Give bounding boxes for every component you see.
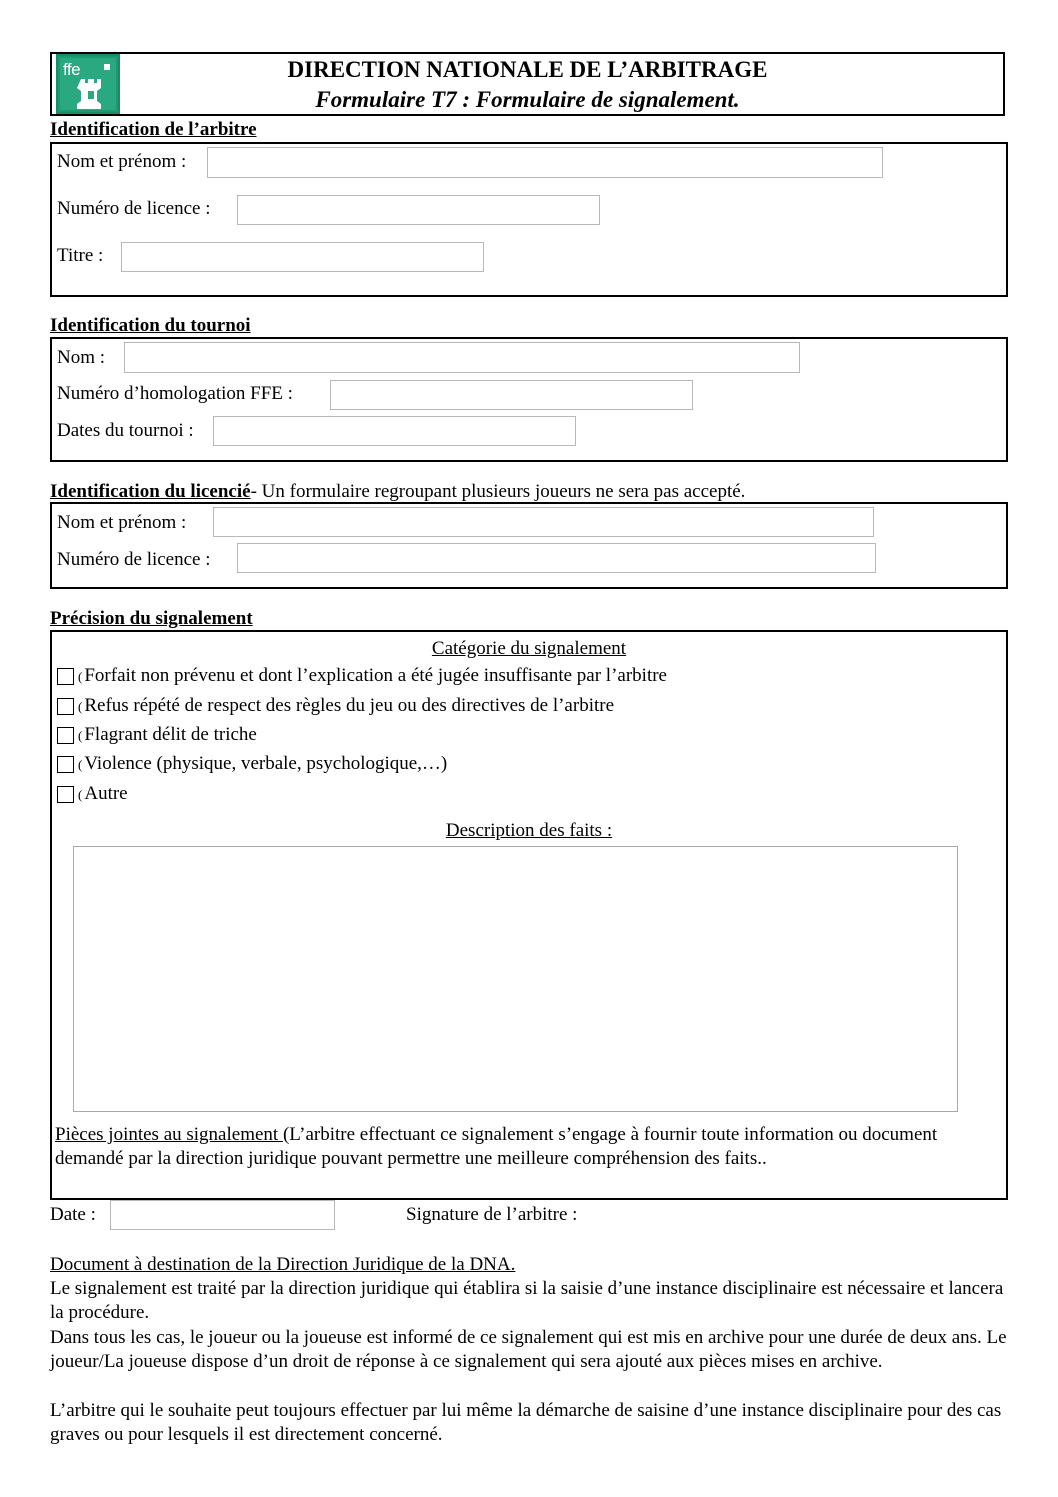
arbitre-licence-label: Numéro de licence : xyxy=(57,198,211,219)
option-label: Refus répété de respect des règles du jeu ou des directives de l’arbitre xyxy=(84,695,615,716)
arbitre-name-label: Nom et prénom : xyxy=(57,151,187,172)
licencie-licence-field[interactable] xyxy=(237,543,876,573)
tournoi-nom-field[interactable] xyxy=(124,342,800,373)
juridique-title: Document à destination de la Direction Juridique de la DNA. xyxy=(50,1254,516,1275)
date-label: Date : xyxy=(50,1204,96,1225)
page-title: DIRECTION NATIONALE DE L’ARBITRAGE xyxy=(287,57,768,82)
arbitre-licence-field[interactable] xyxy=(237,195,600,225)
page-subtitle: Formulaire T7 : Formulaire de signalement. xyxy=(315,87,740,112)
option-marker: ( xyxy=(78,786,83,802)
arbitre-titre-field[interactable] xyxy=(121,242,484,272)
pieces-jointes-note: (L’arbitre effectuant ce signalement s’engage à fournir toute information ou document demandé par la direction juridique pouvant permettre une meilleure compréhension des faits.. xyxy=(55,1124,938,1169)
option-label: Violence (physique, verbale, psychologique,…) xyxy=(84,753,448,774)
option-label: Autre xyxy=(84,783,128,804)
arbitre-name-field[interactable] xyxy=(207,147,883,178)
juridique-paragraph-1: Le signalement est traité par la direction juridique qui établira si la saisie d’une instance disciplinaire est nécessaire et lancera la procédure. xyxy=(50,1278,1004,1323)
tournoi-nom-label: Nom : xyxy=(57,347,106,368)
arbitre-section-title: Identification de l’arbitre xyxy=(50,119,257,140)
licencie-name-field[interactable] xyxy=(213,507,874,537)
option-checkbox[interactable] xyxy=(57,756,74,773)
tournoi-homologation-label: Numéro d’homologation FFE : xyxy=(57,383,293,404)
option-checkbox[interactable] xyxy=(57,727,74,744)
description-field[interactable] xyxy=(73,846,958,1112)
option-row[interactable] xyxy=(57,783,128,806)
arbitre-titre-label: Titre : xyxy=(57,245,104,266)
option-row[interactable] xyxy=(57,665,667,688)
licencie-name-label: Nom et prénom : xyxy=(57,512,187,533)
option-checkbox[interactable] xyxy=(57,698,74,715)
option-marker: ( xyxy=(78,698,83,714)
signature-label: Signature de l’arbitre : xyxy=(406,1204,578,1225)
tournoi-dates-field[interactable] xyxy=(213,416,576,446)
option-checkbox[interactable] xyxy=(57,668,74,685)
option-label: Forfait non prévenu et dont l’explication a été jugée insuffisante par l’arbitre xyxy=(84,665,667,686)
option-checkbox[interactable] xyxy=(57,786,74,803)
pieces-jointes-label: Pièces jointes au signalement xyxy=(55,1124,283,1145)
tournoi-homologation-field[interactable] xyxy=(330,380,693,410)
option-marker: ( xyxy=(78,668,83,684)
option-row[interactable] xyxy=(57,695,614,718)
option-row[interactable] xyxy=(57,724,257,747)
juridique-paragraph-3: L’arbitre qui le souhaite peut toujours effectuer par lui même la démarche de saisine d’une instance disciplinaire pour des cas graves ou pour lesquels il est directement concerné. xyxy=(50,1400,1002,1445)
licencie-section-title: Identification du licencié xyxy=(50,481,251,502)
licencie-licence-label: Numéro de licence : xyxy=(57,549,211,570)
tournoi-dates-label: Dates du tournoi : xyxy=(57,420,194,441)
category-title: Catégorie du signalement xyxy=(431,638,627,659)
tournoi-section-title: Identification du tournoi xyxy=(50,315,251,336)
option-label: Flagrant délit de triche xyxy=(84,724,257,745)
signalement-section-title: Précision du signalement xyxy=(50,608,253,629)
licencie-section-heading xyxy=(50,481,745,504)
logo-text: ffe xyxy=(63,60,81,79)
description-title: Description des faits : xyxy=(445,820,613,841)
pieces-jointes-text xyxy=(55,1123,1000,1171)
licencie-section-note: - Un formulaire regroupant plusieurs joueurs ne sera pas accepté. xyxy=(250,481,746,502)
date-field[interactable] xyxy=(110,1200,335,1230)
option-row[interactable] xyxy=(57,753,447,776)
juridique-paragraph-2: Dans tous les cas, le joueur ou la joueuse est informé de ce signalement qui est mis en archive pour une durée de deux ans. Le joueur/La joueuse dispose d’un droit de réponse à ce signalement qui sera ajouté aux pièces mises en archive. xyxy=(50,1327,1007,1372)
option-marker: ( xyxy=(78,727,83,743)
option-marker: ( xyxy=(78,756,83,772)
